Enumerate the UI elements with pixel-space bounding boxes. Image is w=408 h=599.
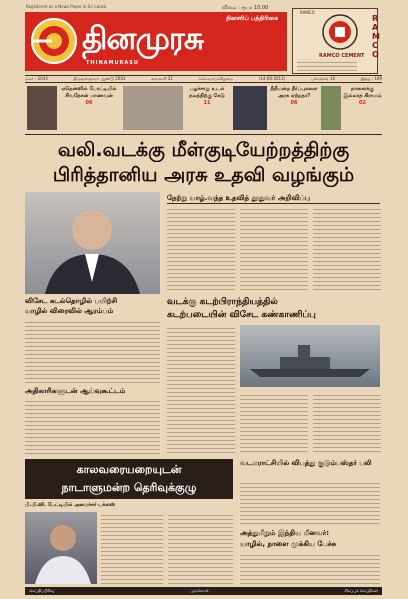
right-story-title-1: வடக்கு கடற்பிராந்தியத்தில்	[167, 297, 278, 307]
right-story-text-col-3	[313, 392, 381, 453]
bottom-right-story-2-title-a: அத்துமீறும் இந்திய மீனவர்:	[240, 529, 330, 537]
bottom-right-text	[240, 480, 380, 526]
ramco-advert	[292, 8, 378, 74]
minister-photo	[25, 512, 97, 584]
teaser-1	[59, 86, 119, 130]
daily-label: தினசரிப் பத்திரிகை	[226, 15, 279, 22]
footer-left: செய்திப்பிரிவு	[29, 588, 55, 593]
teaser-3-text: நீதிமன்ற தீர்ப்புகளை அரசு ஏற்றதா?	[270, 86, 318, 99]
main-headline-line-2: பிரித்தானிய அரசு உதவி வழங்கும்	[52, 164, 355, 186]
left-story-text	[25, 319, 160, 385]
dateline-bar	[25, 75, 382, 83]
ad-text	[297, 59, 357, 71]
main-headline-line-1: வலி.வடக்கு மீள்குடியேற்றத்திற்கு	[57, 139, 350, 161]
bottom-left-title-1: காலவரையறையுடன்	[76, 463, 182, 476]
dateline-weekday: செவ்வாய்க்கிழமை	[198, 76, 234, 81]
teaser-photo-1	[27, 86, 57, 130]
bottom-left-title-2: நாடாளுமன்ற தெரிவுக்குழு	[61, 481, 197, 494]
registration-notice: Registered as a News Paper in Sri Lanka	[26, 4, 107, 9]
teaser-photo-2	[123, 86, 183, 130]
teaser-2	[185, 86, 229, 130]
right-story-text-col-1	[167, 325, 235, 453]
sub-headline: நேற்று யாழ்.வந்த உதவித் தூதுவர் அறிவிப்பு	[167, 194, 380, 204]
teaser-strip	[25, 84, 382, 135]
bottom-left-banner	[25, 459, 233, 499]
teaser-4-text: நாளைக்கு இல்லாத கிராமம்	[343, 86, 382, 99]
teaser-4	[343, 86, 382, 130]
teaser-photo-3	[233, 86, 267, 130]
teaser-1-page: 06	[85, 100, 93, 106]
footer-center: முரசொலி	[190, 588, 209, 593]
footer-right: சிறப்புச் செய்திகள்	[344, 588, 378, 593]
bottom-left-byline: பி.பி.ஸி. பேட்டியில் அமைச்சர் டக்ளஸ்	[25, 502, 116, 508]
dateline-issue: இதழ் : 109	[360, 76, 382, 81]
teaser-2-text: பழச்சாறு உடல் நலத்திற்கு கேடு	[189, 86, 225, 99]
right-story-text-col-2	[240, 392, 308, 453]
ramco-vertical-label: RAMCO	[372, 14, 380, 59]
masthead-title: தினமுரசு	[82, 21, 204, 57]
footer-bar	[25, 587, 382, 595]
teaser-2-page: 11	[203, 100, 211, 106]
dateline-volume: மலர் - 2043	[25, 76, 48, 81]
price-label: விலை : ரூபா 10.00	[222, 5, 269, 11]
lead-photo	[25, 192, 160, 294]
teaser-3-page: 06	[290, 100, 298, 106]
left-story-2-text	[25, 398, 160, 454]
dateline-full-date: (14-06-2011)	[258, 76, 286, 81]
masthead-logo-icon	[30, 16, 82, 66]
navy-ship-photo	[240, 325, 380, 387]
lead-story-text-col-2	[240, 206, 308, 292]
teaser-3	[269, 86, 319, 130]
bottom-left-text-col-2	[168, 512, 233, 584]
left-story-title-1: விசேட கடல்தொழில் பயிற்சி	[25, 297, 118, 305]
teaser-1-text: ஏதென்ஸில் போட்டியில் சிவநேசன் மாணவன்	[61, 86, 117, 99]
left-story-title-2: யாழில் விரைவில் ஆரம்பம்	[25, 307, 114, 315]
dateline-date: திருவள்ளுவர் ஆண்டு 2043	[73, 76, 126, 81]
teaser-photo-4	[321, 86, 341, 130]
bottom-left-text-col-1	[101, 512, 163, 584]
ramco-top-label: RAMCO	[300, 10, 315, 15]
dateline-pages: பக்கங்கள் 16	[310, 76, 336, 81]
lead-story-text-col-1	[167, 206, 235, 292]
masthead-english-name: THINAMURASU	[86, 60, 139, 66]
right-story-title-2: கடற்படையின் விசேட கண்காணிப்பு	[167, 310, 316, 320]
dateline-day: வைகாசி 31	[151, 76, 173, 81]
bottom-right-story-2-text	[240, 552, 380, 584]
teaser-4-page: 02	[359, 100, 366, 106]
bottom-right-story-2-title-b: யாழில், நாளை முக்கிய பேச்சு	[240, 540, 337, 548]
left-story-2-title: அதிகாரிகளுடன் ஆய்வுகூட்டம்	[25, 387, 126, 395]
ramco-seal-icon	[321, 13, 359, 51]
lead-story-text-col-3	[313, 206, 381, 292]
ramco-brand: RAMCO CEMENT	[319, 53, 365, 59]
bottom-right-story-title: வடமராட்சியில் விபத்து குடும்பஸ்தர் பலி	[240, 459, 372, 467]
